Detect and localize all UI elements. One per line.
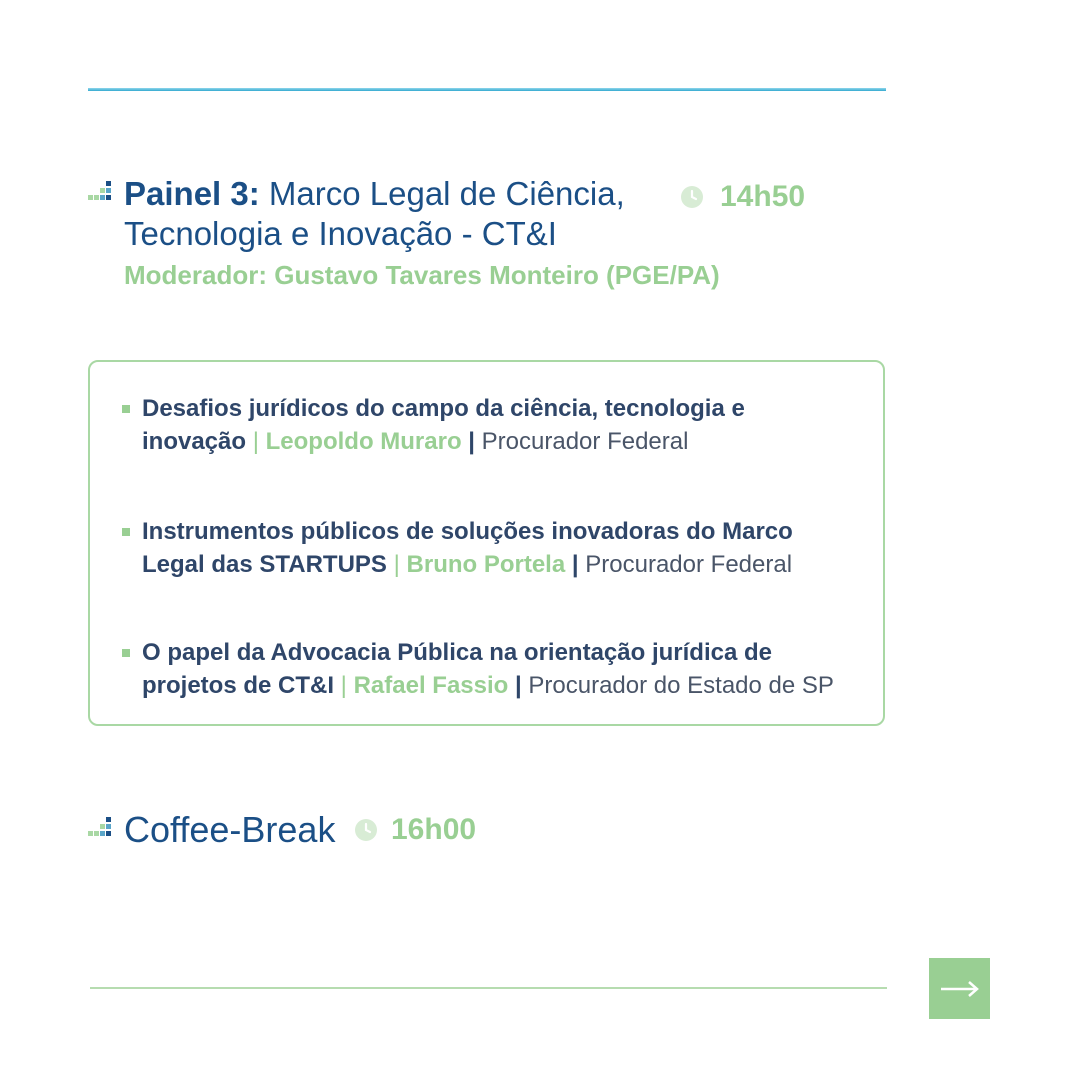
speaker-role: Procurador Federal xyxy=(585,551,793,578)
separator: | xyxy=(386,551,407,578)
arrow-right-icon xyxy=(940,979,980,999)
talks-card xyxy=(88,360,885,726)
talk-topic: Instrumentos públicos de soluções inovadoras do Marco xyxy=(142,518,793,545)
panel-title-line1: Marco Legal de Ciência, xyxy=(268,175,625,212)
speaker-role: Procurador do Estado de SP xyxy=(528,672,834,699)
bottom-divider xyxy=(90,987,887,989)
list-item xyxy=(142,636,882,702)
panel-time: 14h50 xyxy=(720,180,806,213)
list-item xyxy=(142,515,882,581)
top-divider xyxy=(88,88,886,91)
panel-title xyxy=(124,174,684,254)
separator: | xyxy=(246,428,266,455)
speaker-name: Rafael Fassio xyxy=(353,672,509,699)
bullet-icon xyxy=(122,528,130,536)
list-item xyxy=(142,392,882,458)
talk-topic: Legal das STARTUPS xyxy=(142,551,387,578)
clock-icon xyxy=(680,185,704,209)
moderator-text: Moderador: Gustavo Tavares Monteiro (PGE/PA) xyxy=(124,260,720,290)
coffee-time: 16h00 xyxy=(391,813,477,846)
separator: | xyxy=(565,551,586,578)
talk-topic: Desafios jurídicos do campo da ciência, tecnologia e xyxy=(142,395,745,422)
speaker-name: Bruno Portela xyxy=(406,551,566,578)
separator: | xyxy=(508,672,529,699)
panel-title-line2: Tecnologia e Inovação - CT&I xyxy=(124,215,557,252)
bullet-icon xyxy=(122,405,130,413)
talk-topic: inovação xyxy=(142,428,247,455)
separator: | xyxy=(334,672,354,699)
speaker-name: Leopoldo Muraro xyxy=(265,428,462,455)
separator: | xyxy=(461,428,482,455)
clock-icon xyxy=(354,818,378,842)
panel-label: Painel 3: xyxy=(124,175,260,212)
bars-logo-icon xyxy=(88,817,116,841)
talk-topic: projetos de CT&I xyxy=(142,672,335,699)
bars-logo-icon xyxy=(88,181,116,205)
next-button[interactable] xyxy=(929,958,990,1019)
speaker-role: Procurador Federal xyxy=(481,428,689,455)
bullet-icon xyxy=(122,649,130,657)
talk-topic: O papel da Advocacia Pública na orientação jurídica de xyxy=(142,639,772,666)
coffee-break-title: Coffee-Break xyxy=(124,809,336,850)
